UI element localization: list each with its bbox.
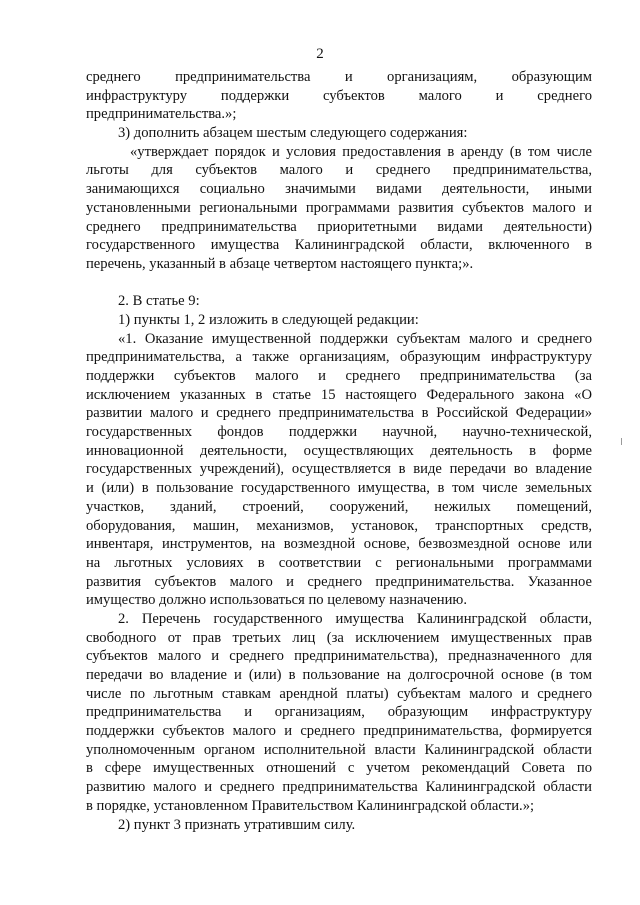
text-line: 2. Перечень государственного имущества Калининградской области, <box>118 610 592 627</box>
text-line: государственных фондов поддержки научной, научно-технической, <box>86 424 592 441</box>
text-line: оборудования, машин, механизмов, установок, транспортных средств, <box>86 517 592 534</box>
text-line: предпринимательства.»; <box>86 106 237 123</box>
paragraph <box>86 124 592 143</box>
text-line: инфраструктуру поддержки субъектов малого и среднего <box>86 87 592 104</box>
text-line: государственного имущества Калининградской области, включенного в <box>86 237 592 254</box>
text-line: свободного от прав третьих лиц (за исключением имущественных прав <box>86 629 592 646</box>
text-line: предпринимательства и организациям, образующим инфраструктуру <box>86 704 592 721</box>
text-line: льготы для субъектов малого и среднего предпринимательства, <box>86 162 592 179</box>
text-line: исключением указанных в статье 15 настоящего Федерального закона «О <box>86 386 592 403</box>
document-body <box>86 68 592 834</box>
text-line: развития субъектов малого и среднего предпринимательства. Указанное <box>86 573 592 590</box>
text-line: развитию малого и среднего предпринимательства Калининградской области <box>86 779 592 796</box>
scan-artifact <box>621 438 622 445</box>
text-line: государственных учреждений), осуществляется в виде передачи во владение <box>86 461 592 478</box>
text-line: среднего предпринимательства приоритетными видами деятельности) <box>86 218 592 235</box>
text-line: участков, зданий, строений, сооружений, нежилых помещений, <box>86 498 592 515</box>
text-line: в сфере имущественных отношений с учетом рекомендаций Совета по <box>86 760 592 777</box>
paragraph <box>86 610 592 816</box>
text-line: «1. Оказание имущественной поддержки субъектам малого и среднего <box>118 330 592 347</box>
text-line: предпринимательства, а также организациям, образующим инфраструктуру <box>86 349 592 366</box>
text-line: инновационной деятельности, осуществляющих деятельность в форме <box>86 442 592 459</box>
text-line: 2. В статье 9: <box>118 293 200 310</box>
text-line: «утверждает порядок и условия предоставления в аренду (в том числе <box>130 143 592 160</box>
text-line: числе по льготным ставкам арендной платы) субъектам малого и среднего <box>86 685 592 702</box>
text-line: субъектов малого и среднего предпринимательства), предназначенного для <box>86 648 592 665</box>
paragraph <box>86 816 592 835</box>
text-line: 1) пункты 1, 2 изложить в следующей редакции: <box>118 311 419 328</box>
text-line: занимающихся социально значимыми видами деятельности, иными <box>86 181 592 198</box>
text-line: передачи во владение и (или) в пользование на долгосрочной основе (в том <box>86 667 592 683</box>
text-line: имущество должно использоваться по целевому назначению. <box>86 592 467 609</box>
paragraph <box>86 330 592 610</box>
text-line: 2) пункт 3 признать утратившим силу. <box>118 816 356 833</box>
text-line: установленными региональными программами развития субъектов малого и <box>86 199 592 216</box>
paragraph-spacer <box>86 274 592 293</box>
text-line: уполномоченным органом исполнительной власти Калининградской области <box>86 741 592 758</box>
text-line: инвентаря, инструментов, на возмездной основе, безвозмездной основе или <box>86 536 592 553</box>
paragraph <box>86 292 592 311</box>
paragraph <box>86 311 592 330</box>
text-line: перечень, указанный в абзаце четвертом настоящего пункта;». <box>86 255 474 272</box>
text-line: в порядке, установленном Правительством Калининградской области.»; <box>86 797 535 814</box>
text-line: развитии малого и среднего предпринимательства в Российской Федерации» <box>86 405 592 422</box>
text-line: 3) дополнить абзацем шестым следующего содержания: <box>118 125 468 142</box>
paragraph <box>86 68 592 124</box>
page-number: 2 <box>316 46 324 62</box>
text-line: и (или) в пользование государственного имущества, в том числе земельных <box>86 480 592 497</box>
text-line: на льготных условиях в соответствии с региональными программами <box>86 554 592 571</box>
text-line: поддержки субъектов малого и среднего предпринимательства, формируется <box>86 723 592 740</box>
text-line: поддержки субъектов малого и среднего предпринимательства (за <box>86 368 592 384</box>
text-line: среднего предпринимательства и организациям, образующим <box>86 69 592 85</box>
paragraph <box>86 143 592 274</box>
